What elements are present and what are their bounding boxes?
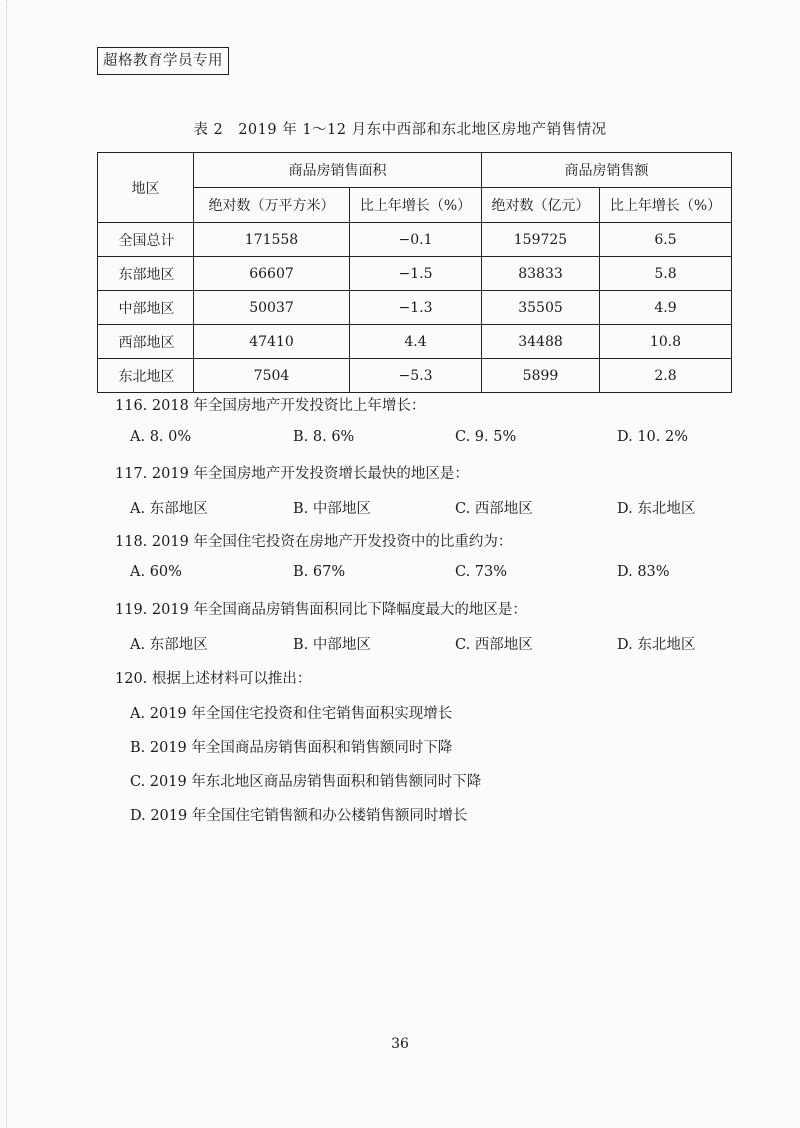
sales-cell: 34488: [482, 325, 600, 359]
question-120-option-a: A. 2019 年全国住宅投资和住宅销售面积实现增长: [130, 706, 453, 722]
area-growth-cell: 4.4: [350, 325, 482, 359]
question-119-stem: 119. 2019 年全国商品房销售面积同比下降幅度最大的地区是：: [115, 602, 527, 618]
question-117-stem: 117. 2019 年全国房地产开发投资增长最快的地区是：: [115, 466, 469, 482]
question-118-option-c: C. 73%: [455, 564, 508, 580]
question-119-option-b: B. 中部地区: [293, 637, 371, 653]
sales-growth-cell: 5.8: [600, 257, 732, 291]
sales-growth-header: 比上年增长（%）: [600, 188, 732, 223]
region-cell: 中部地区: [98, 291, 194, 325]
sales-growth-cell: 2.8: [600, 359, 732, 393]
sales-absolute-header: 绝对数（亿元）: [482, 188, 600, 223]
sales-group-header: 商品房销售额: [482, 153, 732, 188]
question-117-option-a: A. 东部地区: [130, 501, 208, 517]
student-only-stamp: 超格教育学员专用: [97, 47, 229, 75]
question-117-option-d: D. 东北地区: [617, 501, 696, 517]
sales-cell: 5899: [482, 359, 600, 393]
region-cell: 全国总计: [98, 223, 194, 257]
question-120-stem: 120. 根据上述材料可以推出：: [115, 671, 312, 687]
area-group-header: 商品房销售面积: [194, 153, 482, 188]
question-118-option-a: A. 60%: [130, 564, 182, 580]
question-116-option-b: B. 8. 6%: [293, 429, 355, 445]
area-cell: 50037: [194, 291, 350, 325]
page-number: 36: [391, 1036, 409, 1052]
question-118-option-d: D. 83%: [617, 564, 670, 580]
area-growth-cell: −0.1: [350, 223, 482, 257]
area-growth-cell: −1.3: [350, 291, 482, 325]
question-116-option-c: C. 9. 5%: [455, 429, 517, 445]
question-119-option-c: C. 西部地区: [455, 637, 533, 653]
area-cell: 7504: [194, 359, 350, 393]
question-116-option-a: A. 8. 0%: [130, 429, 192, 445]
question-119-option-d: D. 东北地区: [617, 637, 696, 653]
region-cell: 西部地区: [98, 325, 194, 359]
question-119-option-a: A. 东部地区: [130, 637, 208, 653]
sales-growth-cell: 4.9: [600, 291, 732, 325]
sales-cell: 159725: [482, 223, 600, 257]
sales-cell: 35505: [482, 291, 600, 325]
area-cell: 47410: [194, 325, 350, 359]
area-growth-cell: −5.3: [350, 359, 482, 393]
question-118-stem: 118. 2019 年全国住宅投资在房地产开发投资中的比重约为：: [115, 534, 513, 550]
region-cell: 东部地区: [98, 257, 194, 291]
question-117-option-b: B. 中部地区: [293, 501, 371, 517]
region-header: 地区: [98, 153, 194, 223]
region-cell: 东北地区: [98, 359, 194, 393]
area-cell: 171558: [194, 223, 350, 257]
area-growth-header: 比上年增长（%）: [350, 188, 482, 223]
question-116-stem: 116. 2018 年全国房地产开发投资比上年增长：: [115, 398, 426, 414]
question-120-option-c: C. 2019 年东北地区商品房销售面积和销售额同时下降: [130, 774, 482, 790]
question-120-option-b: B. 2019 年全国商品房销售面积和销售额同时下降: [130, 740, 453, 756]
question-118-option-b: B. 67%: [293, 564, 346, 580]
table-caption: 表 2 2019 年 1～12 月东中西部和东北地区房地产销售情况: [193, 122, 607, 138]
area-absolute-header: 绝对数（万平方米）: [194, 188, 350, 223]
sales-growth-cell: 6.5: [600, 223, 732, 257]
sales-growth-cell: 10.8: [600, 325, 732, 359]
question-117-option-c: C. 西部地区: [455, 501, 533, 517]
area-cell: 66607: [194, 257, 350, 291]
question-120-option-d: D. 2019 年全国住宅销售额和办公楼销售额同时增长: [130, 808, 468, 824]
sales-cell: 83833: [482, 257, 600, 291]
area-growth-cell: −1.5: [350, 257, 482, 291]
question-116-option-d: D. 10. 2%: [617, 429, 688, 445]
